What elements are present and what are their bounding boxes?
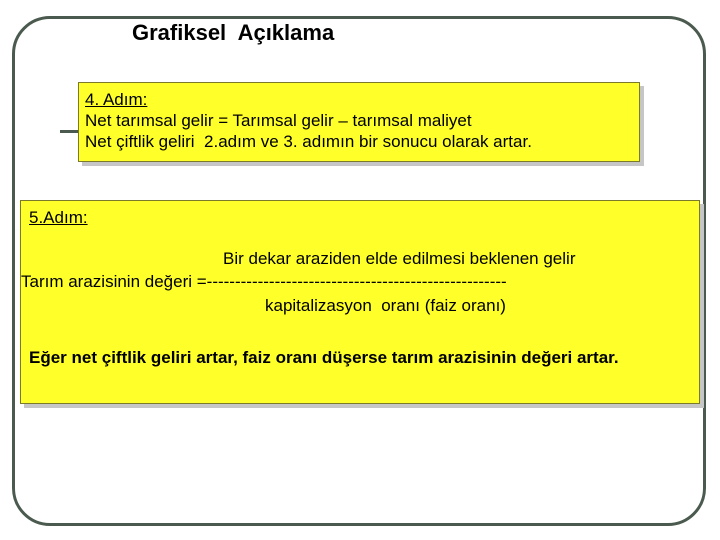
step4-line1: Net tarımsal gelir = Tarımsal gelir – tarımsal maliyet — [85, 111, 472, 130]
formula-lhs: Tarım arazisinin değeri =----------------------------------------------------- — [21, 272, 507, 291]
step4-box — [78, 82, 640, 162]
step5-conclusion: Eğer net çiftlik geliri artar, faiz oranı düşerse tarım arazisinin değeri artar. — [29, 348, 619, 367]
formula-numerator: Bir dekar araziden elde edilmesi beklenen gelir — [223, 249, 576, 268]
step4-heading: 4. Adım: — [85, 90, 148, 109]
step5-heading: 5.Adım: — [29, 208, 88, 227]
formula-denominator: kapitalizasyon oranı (faiz oranı) — [265, 296, 506, 315]
slide-title: Grafiksel Açıklama — [132, 20, 335, 45]
step4-line2: Net çiftlik geliri 2.adım ve 3. adımın bir sonucu olarak artar. — [85, 132, 532, 151]
step5-box — [20, 200, 700, 404]
connector-dash — [60, 130, 80, 133]
